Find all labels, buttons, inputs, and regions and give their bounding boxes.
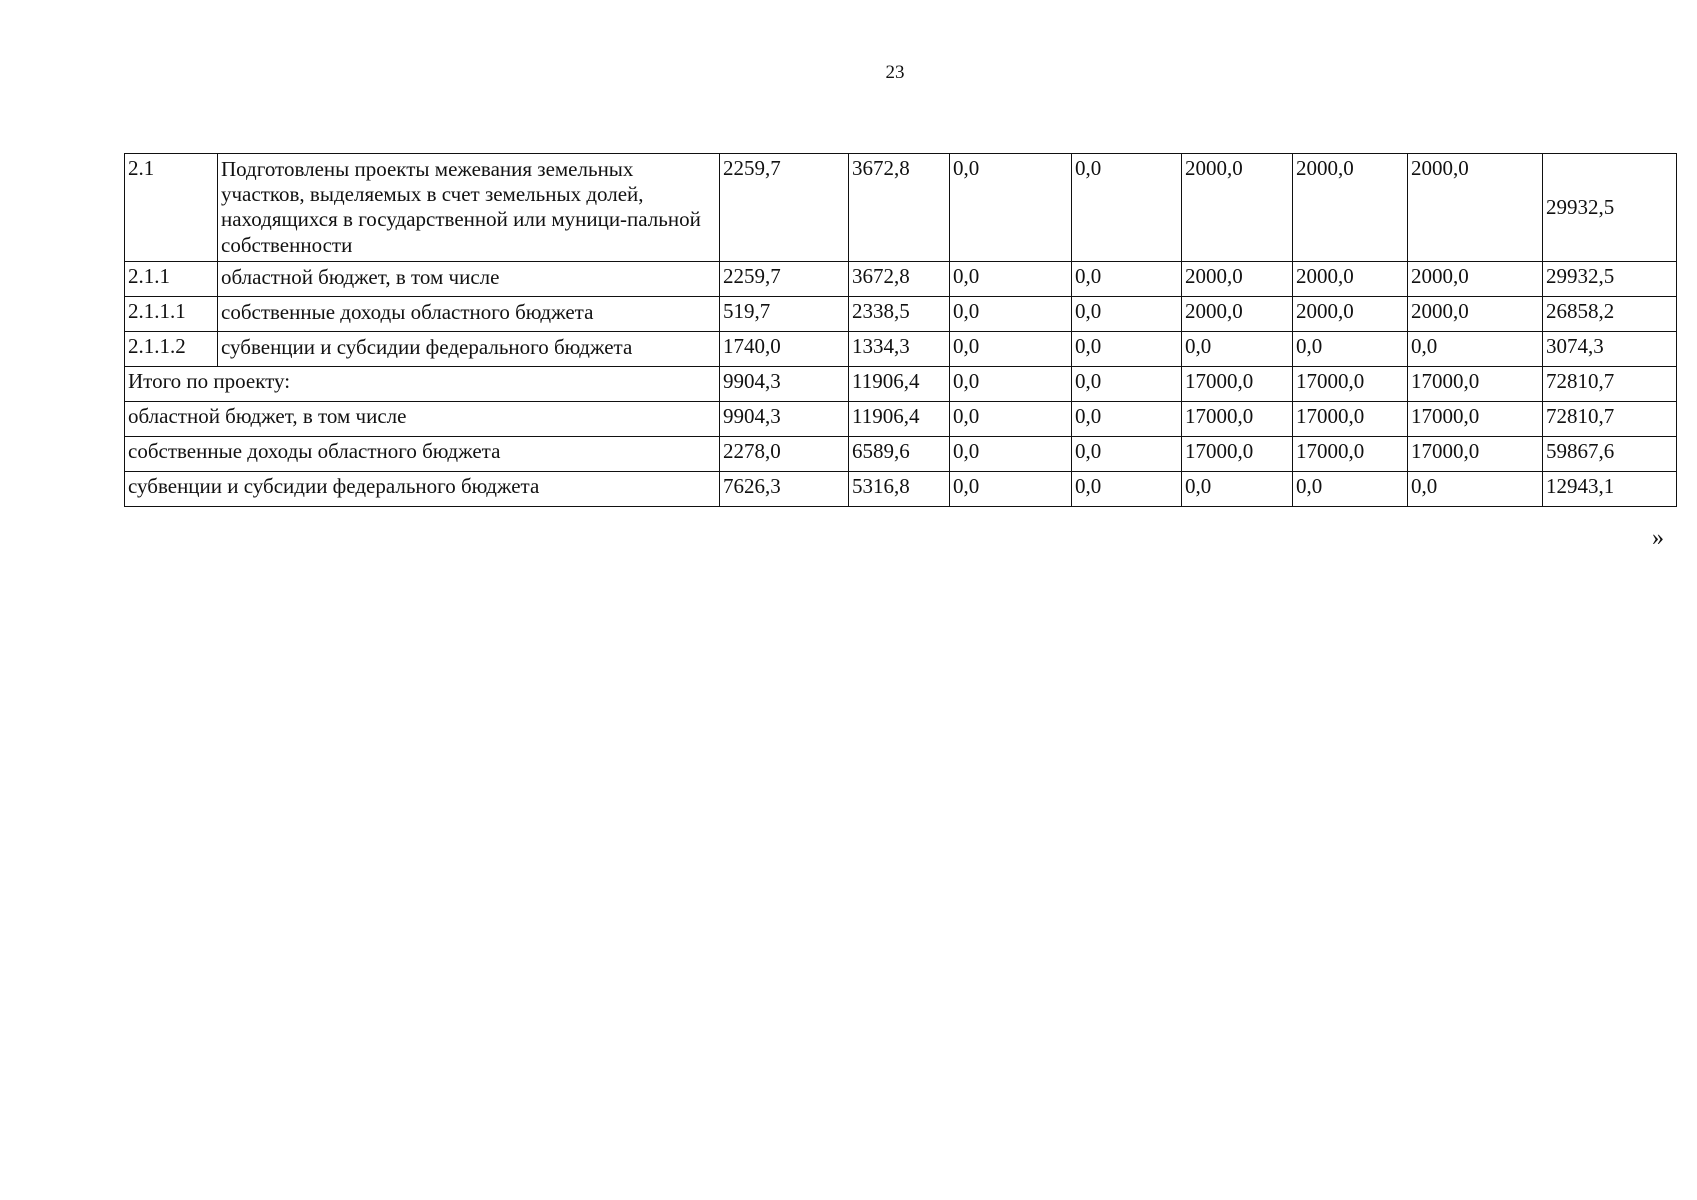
total-cell: 26858,2: [1543, 296, 1677, 331]
value-cell: 2000,0: [1293, 296, 1408, 331]
value-cell: 0,0: [1293, 471, 1408, 506]
value-cell: 0,0: [1182, 331, 1293, 366]
total-row: [125, 471, 1677, 506]
value-cell: 2000,0: [1408, 154, 1543, 262]
value-cell: 0,0: [950, 154, 1072, 262]
closing-quote: »: [1652, 525, 1664, 551]
row-name: областной бюджет, в том числе: [218, 261, 720, 296]
total-cell: 29932,5: [1543, 261, 1677, 296]
value-cell: 17000,0: [1408, 401, 1543, 436]
value-cell: 1334,3: [849, 331, 950, 366]
total-row: [125, 366, 1677, 401]
value-cell: 2000,0: [1408, 261, 1543, 296]
value-cell: 0,0: [950, 261, 1072, 296]
row-code: 2.1.1: [125, 261, 218, 296]
table-row: [125, 296, 1677, 331]
page-number: 23: [885, 62, 905, 83]
row-name: Подготовлены проекты межевания земельных участков, выделяемых в счет земельных долей, находящихся в государственной или муници-пальной собственности: [218, 154, 720, 262]
value-cell: 17000,0: [1182, 366, 1293, 401]
value-cell: 7626,3: [720, 471, 849, 506]
value-cell: 2278,0: [720, 436, 849, 471]
value-cell: 0,0: [1072, 154, 1182, 262]
value-cell: 17000,0: [1293, 366, 1408, 401]
value-cell: 0,0: [950, 436, 1072, 471]
table-row: [125, 331, 1677, 366]
value-cell: 0,0: [950, 401, 1072, 436]
value-cell: 2259,7: [720, 261, 849, 296]
value-cell: 0,0: [1072, 261, 1182, 296]
total-cell: 3074,3: [1543, 331, 1677, 366]
total-cell: 12943,1: [1543, 471, 1677, 506]
value-cell: 519,7: [720, 296, 849, 331]
value-cell: 17000,0: [1182, 401, 1293, 436]
total-label: собственные доходы областного бюджета: [125, 436, 720, 471]
value-cell: 3672,8: [849, 154, 950, 262]
value-cell: 0,0: [1072, 436, 1182, 471]
total-cell: 72810,7: [1543, 401, 1677, 436]
row-code: 2.1: [125, 154, 218, 262]
value-cell: 2000,0: [1182, 296, 1293, 331]
value-cell: 5316,8: [849, 471, 950, 506]
value-cell: 0,0: [1182, 471, 1293, 506]
value-cell: 0,0: [950, 331, 1072, 366]
value-cell: 2338,5: [849, 296, 950, 331]
value-cell: 2000,0: [1182, 154, 1293, 262]
total-row: [125, 436, 1677, 471]
value-cell: 11906,4: [849, 401, 950, 436]
value-cell: 0,0: [1072, 401, 1182, 436]
value-cell: 0,0: [950, 471, 1072, 506]
value-cell: 0,0: [1408, 471, 1543, 506]
value-cell: 11906,4: [849, 366, 950, 401]
value-cell: 2259,7: [720, 154, 849, 262]
value-cell: 0,0: [1408, 331, 1543, 366]
value-cell: 17000,0: [1293, 436, 1408, 471]
total-cell: 59867,6: [1543, 436, 1677, 471]
value-cell: 0,0: [1072, 296, 1182, 331]
total-label: субвенции и субсидии федерального бюджета: [125, 471, 720, 506]
value-cell: 2000,0: [1293, 154, 1408, 262]
table-row: [125, 261, 1677, 296]
value-cell: 0,0: [1072, 471, 1182, 506]
value-cell: 17000,0: [1182, 436, 1293, 471]
value-cell: 9904,3: [720, 401, 849, 436]
value-cell: 6589,6: [849, 436, 950, 471]
value-cell: 9904,3: [720, 366, 849, 401]
value-cell: 17000,0: [1293, 401, 1408, 436]
value-cell: 2000,0: [1408, 296, 1543, 331]
value-cell: 0,0: [950, 366, 1072, 401]
total-cell: 29932,5: [1543, 154, 1677, 262]
value-cell: 0,0: [1072, 366, 1182, 401]
value-cell: 1740,0: [720, 331, 849, 366]
row-name: собственные доходы областного бюджета: [218, 296, 720, 331]
value-cell: 2000,0: [1293, 261, 1408, 296]
value-cell: 17000,0: [1408, 436, 1543, 471]
value-cell: 0,0: [950, 296, 1072, 331]
row-code: 2.1.1.2: [125, 331, 218, 366]
row-name: субвенции и субсидии федерального бюджета: [218, 331, 720, 366]
total-label: Итого по проекту:: [125, 366, 720, 401]
value-cell: 17000,0: [1408, 366, 1543, 401]
value-cell: 3672,8: [849, 261, 950, 296]
value-cell: 0,0: [1072, 331, 1182, 366]
budget-table: [124, 153, 1677, 507]
value-cell: 2000,0: [1182, 261, 1293, 296]
total-label: областной бюджет, в том числе: [125, 401, 720, 436]
table-row: [125, 154, 1677, 262]
total-cell: 72810,7: [1543, 366, 1677, 401]
total-row: [125, 401, 1677, 436]
value-cell: 0,0: [1293, 331, 1408, 366]
row-code: 2.1.1.1: [125, 296, 218, 331]
